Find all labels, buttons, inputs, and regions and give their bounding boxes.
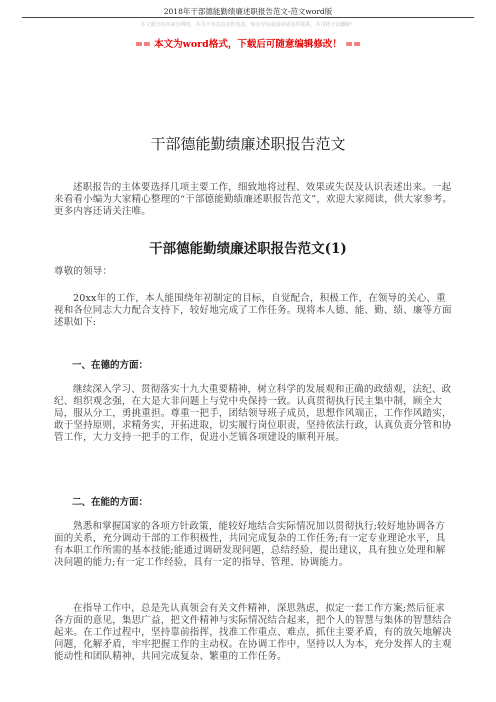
salutation: 尊敬的领导： <box>54 266 113 277</box>
page-header-title: 2018年干部德能勤绩廉述职报告范文-范文word版 <box>163 7 333 16</box>
section-heading-ability: 二、在能的方面： <box>72 497 149 508</box>
section-body-ability-continued: 在指导工作中，总是先认真领会有关文件精神，深思熟虑，拟定一套工作方案;然后征求各方面的意见，集思广益，把文件精神与实际情况结合起来，把个人的智慧与集体的智慧结合起来。在工作过程中，坚持靠前指挥，找准工作重点、难点，抓住主要矛盾，有的放矢地解决问题，化解矛盾，牢牢把握工作的主动权。在协调工作中，坚持以人为本，充分发挥人的主观能动性和团队精神，共同完成复杂、繁重的工作任务。 <box>54 603 452 662</box>
header-divider <box>22 17 474 18</box>
article-subtitle: 干部德能勤绩廉述职报告范文(1) <box>149 241 347 257</box>
section-body-virtue: 继续深入学习、贯彻落实十九大重要精神，树立科学的发展观和正确的政绩观，法纪、政纪、组织观念强，在大是大非问题上与党中央保持一致。认真贯彻执行民主集中制，顾全大局，服从分工，勇挑重担。尊重一把手，团结领导班子成员，思想作风端正，工作作风踏实，敢于坚持原则，求精务实，开拓进取，切实履行岗位职责，坚持依法行政，认真负责分管和协管工作，大力支持一把手的工作，促进小芝镇各项建设的顺利开展。 <box>54 384 452 443</box>
document-title: 干部德能勤绩廉述职报告范文 <box>150 135 346 153</box>
section-body-ability: 熟悉和掌握国家的各项方针政策，能较好地结合实际情况加以贯彻执行;较好地协调各方面的关系，充分调动干部的工作积极性，共同完成复杂的工作任务;有一定专业理论水平，具有本职工作所需的基本技能;能通过调研发现问题，总结经验，提出建议，具有独立处理和解决问题的能力;有一定工作经验，具有一定的指导、管理、协调能力。 <box>54 521 446 568</box>
section-heading-virtue: 一、在德的方面： <box>72 360 149 371</box>
intro-paragraph: 述职报告的主体要选择几项主要工作，细致地将过程、效果或失误及认识表述出来。一起来看看小编为大家精心整理的“干部德能勤绩廉述职报告范文”，欢迎大家阅读，供大家参考。更多内容还请关注唯。 <box>54 182 453 217</box>
opening-paragraph: 20xx年的工作，本人能围绕年初制定的目标，自觉配合，积极工作，在领导的关心、重视和各位同志大力配合支持下，较好地完成了工作任务。现将本人德、能、勤、绩、廉等方面述职如下: <box>54 293 452 328</box>
disclaimer-text: 本文部分内容来自网络，本司不为其真实性负责，如有异议或侵权请及时联系，本司将予以删除！ <box>140 22 356 28</box>
word-format-banner: == 本文为word格式，下载后可随意编辑修改！ == <box>134 39 362 50</box>
